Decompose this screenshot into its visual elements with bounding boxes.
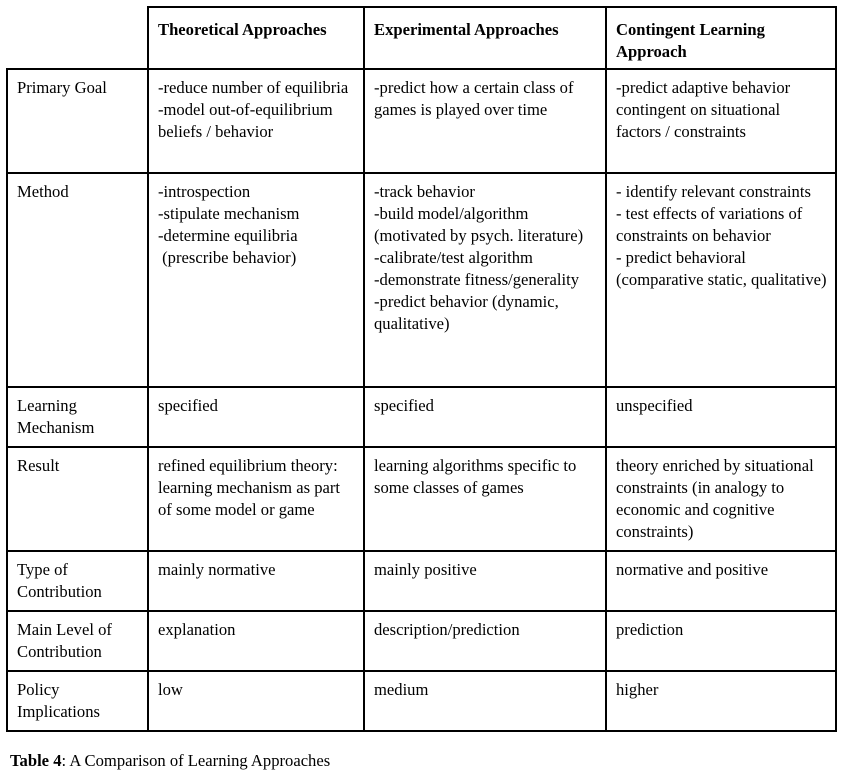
table-row-primary-goal [7, 69, 836, 173]
table-row-policy-implications [7, 671, 836, 731]
cell-primary-goal-experimental [364, 69, 606, 173]
cell-type-of-contribution-contingent [606, 551, 836, 611]
comparison-table [6, 6, 837, 732]
cell-policy-implications-contingent [606, 671, 836, 731]
cell-main-level-of-contribution-contingent [606, 611, 836, 671]
cell-method-experimental [364, 173, 606, 387]
cell-line: -introspection [158, 182, 251, 201]
cell-line: learning algorithms specific to some classes of games [374, 456, 581, 497]
cell-line: -calibrate/test algorithm [374, 248, 533, 267]
cell-line: -build model/algorithm (motivated by psych. literature) [374, 204, 584, 245]
cell-line: normative and positive [616, 560, 769, 579]
cell-line: low [158, 680, 183, 699]
row-label-learning-mechanism: Learning Mechanism [7, 387, 148, 447]
cell-method-contingent [606, 173, 836, 387]
cell-line: -demonstrate fitness/generality [374, 270, 580, 289]
cell-line: mainly normative [158, 560, 276, 579]
cell-main-level-of-contribution-experimental [364, 611, 606, 671]
cell-line: -reduce number of equilibria [158, 78, 349, 97]
cell-line: - test effects of variations of constraints on behavior [616, 204, 807, 245]
table-row-learning-mechanism [7, 387, 836, 447]
table-row-type-of-contribution [7, 551, 836, 611]
cell-primary-goal-contingent [606, 69, 836, 173]
cell-line: -predict behavior (dynamic, qualitative) [374, 292, 563, 333]
cell-result-experimental [364, 447, 606, 551]
cell-line: description/prediction [374, 620, 520, 639]
caption-text: : A Comparison of Learning Approaches [61, 751, 331, 770]
caption-label: Table 4 [10, 751, 62, 770]
cell-line: -model out-of-equilibrium beliefs / behavior [158, 100, 337, 141]
column-header-contingent: Contingent Learning Approach [606, 7, 836, 69]
cell-line: refined equilibrium theory: learning mechanism as part of some model or game [158, 456, 345, 519]
row-label-primary-goal: Primary Goal [7, 69, 148, 173]
table-row-main-level-of-contribution [7, 611, 836, 671]
header-row [7, 7, 836, 69]
cell-line: (prescribe behavior) [158, 248, 297, 267]
cell-line: -stipulate mechanism [158, 204, 300, 223]
cell-line: specified [158, 396, 218, 415]
table-caption [10, 750, 330, 772]
cell-line: - predict behavioral (comparative static, qualitative) [616, 248, 827, 289]
cell-line: theory enriched by situational constraints (in analogy to economic and cognitive constraints) [616, 456, 818, 541]
cell-line: higher [616, 680, 659, 699]
cell-line: -predict how a certain class of games is played over time [374, 78, 578, 119]
column-header-experimental: Experimental Approaches [364, 7, 606, 69]
cell-line: specified [374, 396, 434, 415]
cell-learning-mechanism-theoretical [148, 387, 364, 447]
cell-line: unspecified [616, 396, 693, 415]
cell-result-theoretical [148, 447, 364, 551]
cell-learning-mechanism-experimental [364, 387, 606, 447]
corner-cell [7, 7, 148, 69]
cell-line: explanation [158, 620, 236, 639]
cell-type-of-contribution-theoretical [148, 551, 364, 611]
cell-learning-mechanism-contingent [606, 387, 836, 447]
table-body [7, 69, 836, 731]
cell-line: prediction [616, 620, 684, 639]
cell-primary-goal-theoretical [148, 69, 364, 173]
row-label-policy-implications: Policy Implications [7, 671, 148, 731]
cell-type-of-contribution-experimental [364, 551, 606, 611]
cell-main-level-of-contribution-theoretical [148, 611, 364, 671]
row-label-type-of-contribution: Type of Contribution [7, 551, 148, 611]
cell-line: -track behavior [374, 182, 475, 201]
column-header-theoretical: Theoretical Approaches [148, 7, 364, 69]
cell-line: mainly positive [374, 560, 477, 579]
row-label-main-level-of-contribution: Main Level of Contribution [7, 611, 148, 671]
row-label-result: Result [7, 447, 148, 551]
cell-line: -determine equilibria [158, 226, 298, 245]
cell-line: medium [374, 680, 429, 699]
cell-line: - identify relevant constraints [616, 182, 811, 201]
table-row-result [7, 447, 836, 551]
table-row-method [7, 173, 836, 387]
cell-method-theoretical [148, 173, 364, 387]
row-label-method: Method [7, 173, 148, 387]
cell-policy-implications-experimental [364, 671, 606, 731]
cell-result-contingent [606, 447, 836, 551]
cell-line: -predict adaptive behavior contingent on situational factors / constraints [616, 78, 795, 141]
cell-policy-implications-theoretical [148, 671, 364, 731]
